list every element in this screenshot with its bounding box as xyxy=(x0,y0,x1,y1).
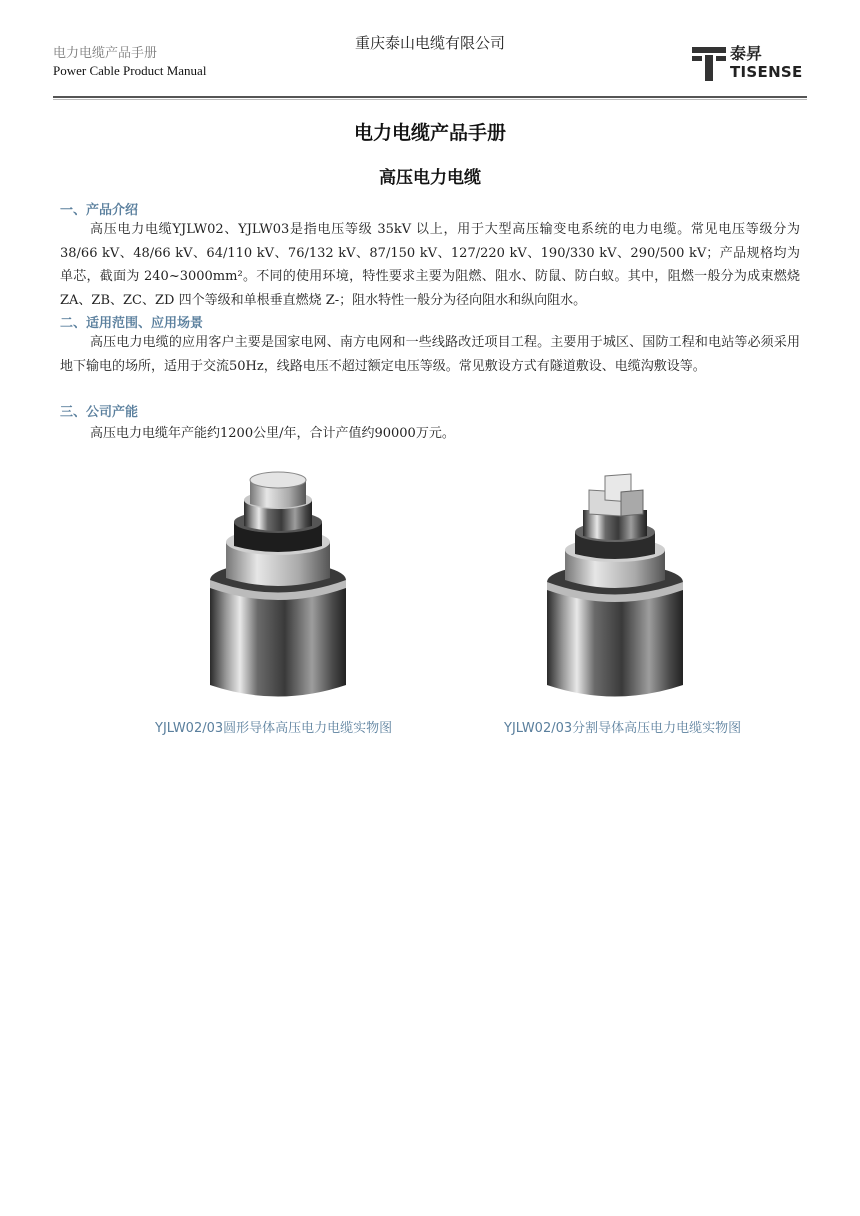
header-manual-title-en: Power Cable Product Manual xyxy=(53,63,207,78)
section-body-capacity: 高压电力电缆年产能约1200公里/年，合计产值约90000万元。 xyxy=(90,426,455,441)
header-company-name: 重庆泰山电缆有限公司 xyxy=(354,34,505,52)
section-body-intro: 高压电力电缆YJLW02、YJLW03是指电压等级 35kV 以上，用于大型高压输变电系统的电力电缆。常见电压等级分为 38/66 kV、48/66 kV、64/110 kV、76/132 kV、87/150 kV、127/220 kV、190/330 kV、290/500 kV；产品规格均为单芯，截面为 240~3000mm²。不同的使用环境，特性要求主要为阻燃、阻水、防鼠、防白蚁。其中，阻燃一般分为成束燃烧 ZA、ZB、ZC、ZD 四个等级和单根垂直燃烧 Z-；阻水特性一般分为径向阻水和纵向阻水。 xyxy=(60,222,800,308)
header-manual-title-cn: 电力电缆产品手册 xyxy=(53,46,158,61)
segmented-conductor-cable-image xyxy=(535,470,695,710)
header-divider xyxy=(53,96,807,98)
figure-caption-round-conductor: YJLW02/03圆形导体高压电力电缆实物图 xyxy=(155,721,393,736)
round-conductor-cable-image xyxy=(198,470,358,710)
figure-caption-segmented-conductor: YJLW02/03分割导体高压电力电缆实物图 xyxy=(504,721,742,736)
logo-text-en: TISENSE xyxy=(730,63,803,81)
logo-mark-icon xyxy=(692,45,726,81)
document-title: 电力电缆产品手册 xyxy=(353,122,506,144)
section-heading-intro: 一、产品介绍 xyxy=(60,203,139,218)
document-subtitle: 高压电力电缆 xyxy=(379,168,481,188)
company-logo xyxy=(692,45,807,81)
section-body-scope: 高压电力电缆的应用客户主要是国家电网、南方电网和一些线路改迁项目工程。主要用于城区、国防工程和电站等必须采用地下输电的场所，适用于交流50Hz，线路电压不超过额定电压等级。常见敷设方式有隧道敷设、电缆沟敷设等。 xyxy=(60,335,800,374)
logo-text-cn: 泰昇 xyxy=(730,44,763,63)
section-heading-scope: 二、适用范围、应用场景 xyxy=(60,316,204,331)
header-divider-thin xyxy=(53,99,807,100)
section-heading-capacity: 三、公司产能 xyxy=(60,405,139,420)
